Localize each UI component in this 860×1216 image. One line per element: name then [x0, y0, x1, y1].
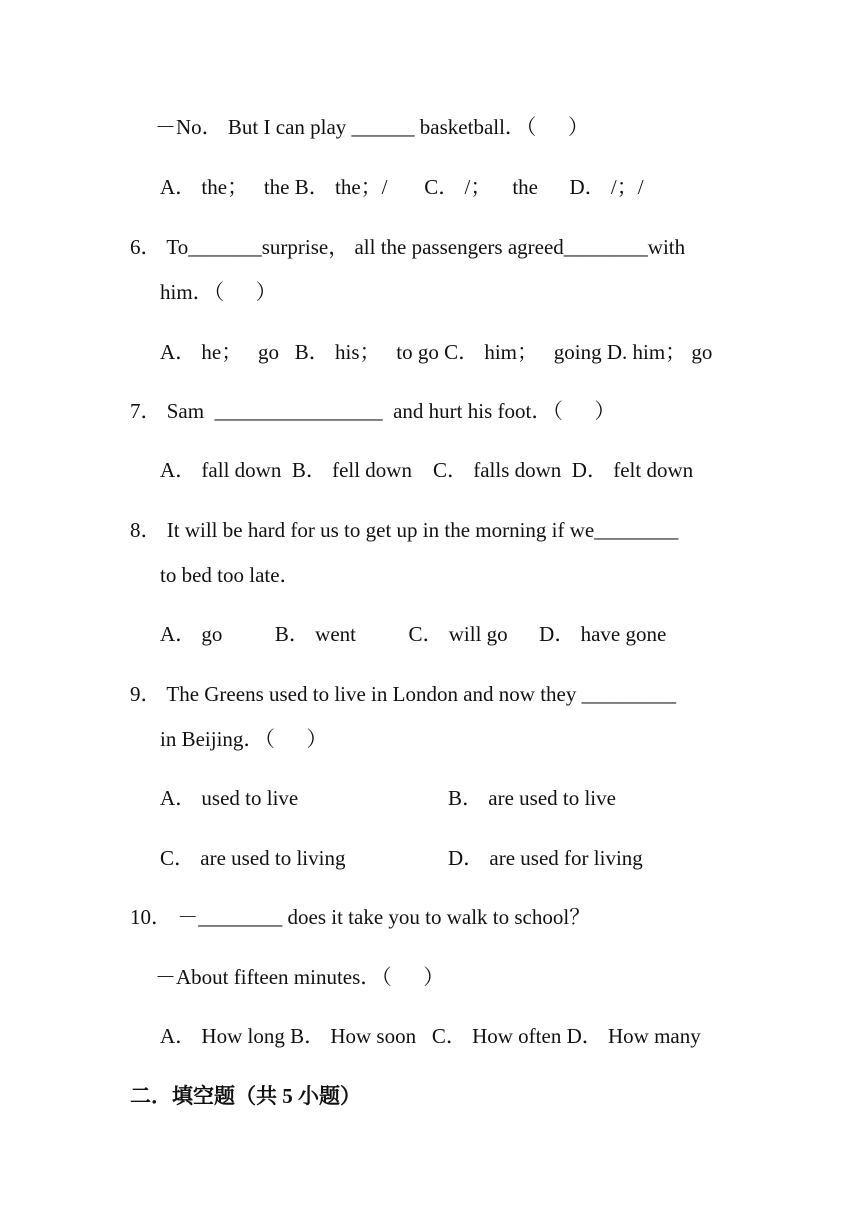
question-10-options: A． How long B． How soon C． How often D． How many: [160, 1024, 701, 1048]
question-9-stem: 9． The Greens used to live in London and now they _________: [130, 682, 677, 706]
question-6-options: A． he； go B． his； to go C． him； going D. him； go: [160, 340, 713, 364]
question-6-stem-cont: him．（ ）: [160, 280, 277, 304]
question-8-options: A． go B． went C． will go D． have gone: [160, 622, 667, 646]
question-9-option-d: D． are used for living: [448, 846, 643, 870]
question-7-stem: 7． Sam ________________ and hurt his foot．（ ）: [130, 399, 616, 423]
question-6-stem: 6． To_______surprise， all the passengers agreed________with: [130, 235, 686, 259]
question-9-option-c: C． are used to living: [160, 846, 346, 870]
question-10-answer-line: －About fifteen minutes．（ ）: [155, 965, 445, 989]
question-7-options: A． fall down B． fell down C． falls down D． felt down: [160, 458, 694, 482]
question-9-stem-cont: in Beijing．（ ）: [160, 727, 328, 751]
intro-dialogue-line: －No． But I can play ______ basketball．（ ）: [155, 115, 589, 139]
question-8-stem-cont: to bed too late．: [160, 563, 301, 587]
question-10-stem: 10． －________ does it take you to walk to school？: [130, 905, 591, 929]
question-8-stem: 8． It will be hard for us to get up in the morning if we________: [130, 518, 679, 542]
question-9-option-b: B． are used to live: [448, 786, 616, 810]
intro-options: A． the； the B． the；/ C． /； the D． /；/: [160, 175, 644, 199]
section-heading: 二．填空题（共 5 小题）: [130, 1084, 361, 1108]
question-9-option-a: A． used to live: [160, 786, 299, 810]
